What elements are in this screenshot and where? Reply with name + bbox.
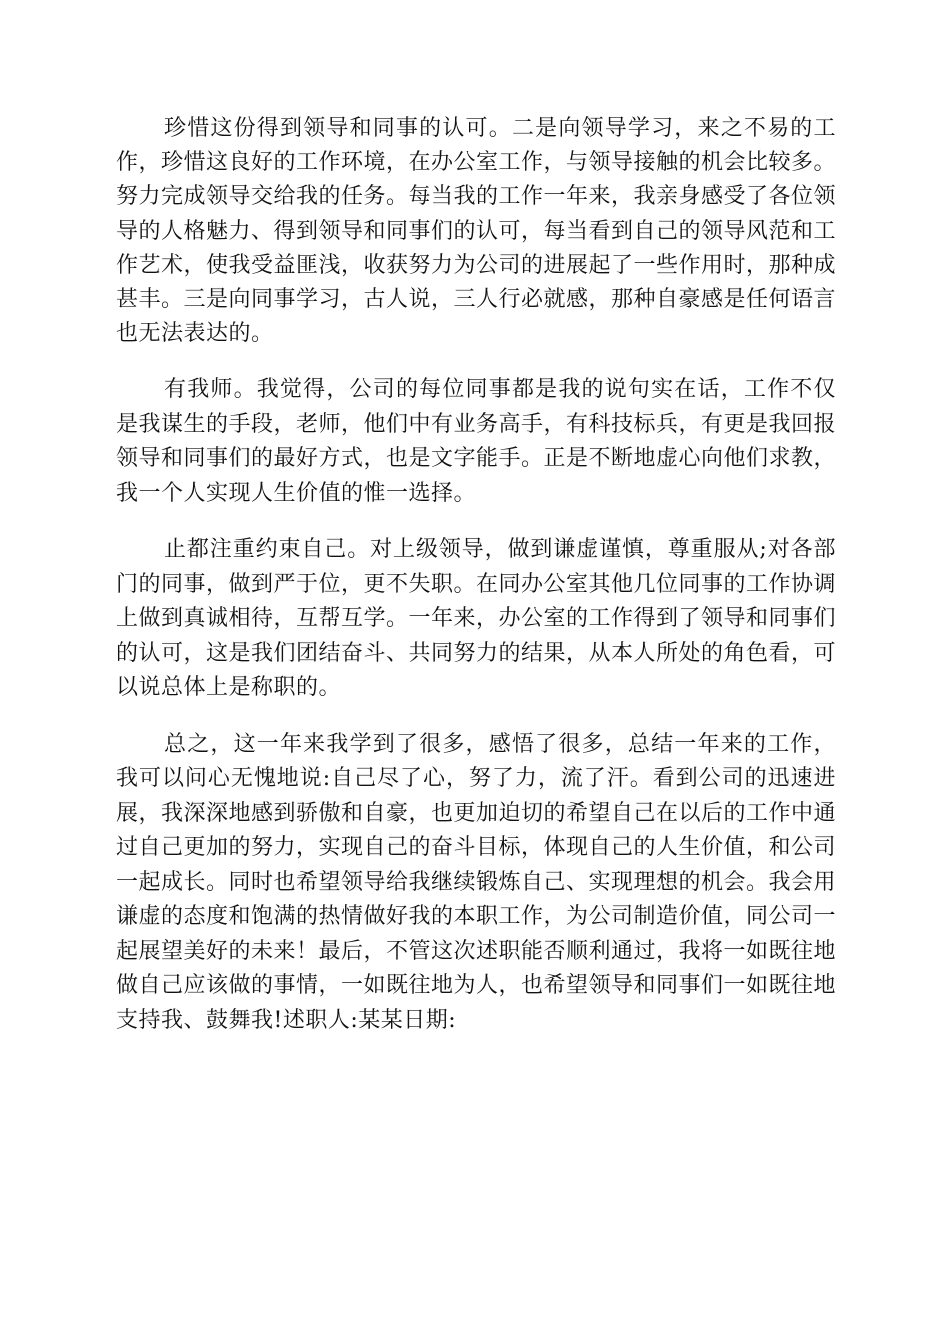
paragraph-2: 有我师。我觉得，公司的每位同事都是我的说句实在话，工作不仅是我谋生的手段，老师，他们中有业务高手，有科技标兵，有更是我回报领导和同事们的最好方式，也是文字能手。正是不断地虚心向他们求教，我一个人实现人生价值的惟一选择。: [116, 377, 837, 506]
paragraph-1: 珍惜这份得到领导和同事的认可。二是向领导学习，来之不易的工作，珍惜这良好的工作环境，在办公室工作，与领导接触的机会比较多。努力完成领导交给我的任务。每当我的工作一年来，我亲身感受了各位领导的人格魅力、得到领导和同事们的认可，每当看到自己的领导风范和工作艺术，使我受益匪浅，收获努力为公司的进展起了一些作用时，那种成甚丰。三是向同事学习，古人说，三人行必就感，那种自豪感是任何语言也无法表达的。: [116, 116, 837, 347]
document-page: [116, 112, 836, 1060]
paragraph-4: 总之，这一年来我学到了很多，感悟了很多，总结一年来的工作，我可以问心无愧地说:自己尽了心，努了力，流了汗。看到公司的迅速进展，我深深地感到骄傲和自豪，也更加迫切的希望自己在以后的工作中通过自己更加的努力，实现自己的奋斗目标，体现自己的人生价值，和公司一起成长。同时也希望领导给我继续锻炼自己、实现理想的机会。我会用谦虚的态度和饱满的热情做好我的本职工作，为公司制造价值，同公司一起展望美好的未来！最后，不管这次述职能否顺利通过，我将一如既往地做自己应该做的事情，一如既往地为人，也希望领导和同事们一如既往地支持我、鼓舞我!述职人:某某日期:: [116, 731, 837, 1033]
paragraph-3: 止都注重约束自己。对上级领导，做到谦虚谨慎，尊重服从;对各部门的同事，做到严于位，更不失职。在同办公室其他几位同事的工作协调上做到真诚相待，互帮互学。一年来，办公室的工作得到了领导和同事们的认可，这是我们团结奋斗、共同努力的结果，从本人所处的角色看，可以说总体上是称职的。: [116, 537, 837, 701]
